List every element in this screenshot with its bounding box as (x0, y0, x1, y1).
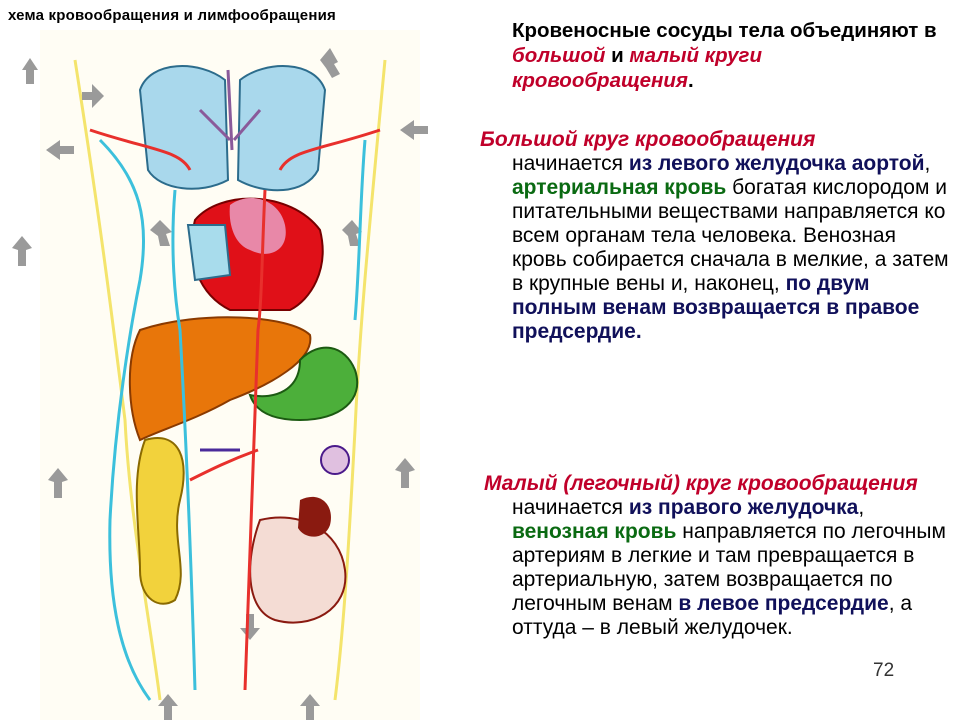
diagram-title: хема кровообращения и лимфообращения (8, 7, 336, 24)
big-circle-paragraph (480, 128, 952, 344)
intro-paragraph (512, 18, 942, 93)
small-circle-left-atrium: в левое предсердие (678, 592, 889, 615)
small-circle-paragraph (484, 472, 952, 640)
intro-big-circle: большой (512, 44, 606, 67)
page-number: 72 (873, 660, 895, 681)
big-circle-left-ventricle: из левого желудочка аортой (628, 152, 925, 175)
intro-text-1: Кровеносные сосуды тела объединяют в (512, 19, 937, 42)
big-circle-text-5: богатая кислородом и питательными веществами направляется ко всем органам тела человека. Венозная кровь собирается сначала в мелкие, а затем в крупные вены и, наконец, (512, 176, 949, 295)
circulation-illustration (0, 0, 470, 720)
intro-small-circle: малый круги кровообращения (512, 44, 762, 92)
heart (188, 198, 323, 310)
small-circle-heading: Малый (легочный) круг кровообращения (484, 472, 918, 495)
small-circle-text-5: направляется по легочным артериям в легкие и там превращается в артериальную, затем возвращается по легочным венам (512, 520, 946, 615)
intro-text-5: . (688, 69, 694, 92)
circulation-diagram (0, 0, 470, 720)
big-circle-text-3: , (924, 152, 931, 175)
big-circle-arterial-blood: артериальная кровь (512, 176, 727, 199)
spleen (321, 446, 349, 474)
big-circle-heading: Большой круг кровообращения (480, 128, 816, 151)
small-circle-text-7: , а оттуда – в левый желудочек. (512, 592, 913, 639)
small-circle-text-1: начинается (512, 496, 629, 519)
big-circle-text-1: начинается (512, 152, 629, 175)
small-circle-text-3: , (858, 496, 865, 519)
intro-text-3: и (605, 44, 630, 67)
big-circle-return: по двум полным венам возвращается в правое предсердие. (512, 272, 920, 343)
small-circle-right-ventricle: из правого желудочка (628, 496, 859, 519)
colon (137, 438, 184, 604)
small-circle-venous-blood: венозная кровь (512, 520, 677, 543)
